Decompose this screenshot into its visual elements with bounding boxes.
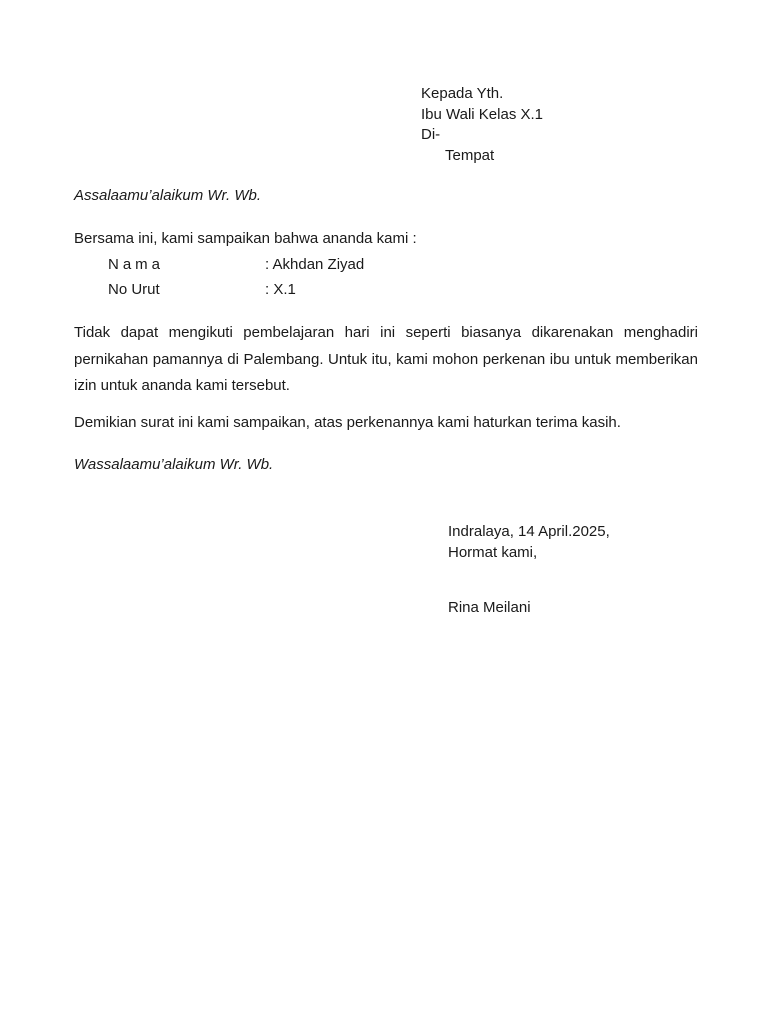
body-paragraph: Tidak dapat mengikuti pembelajaran hari ini seperti biasanya dikarenakan menghadiri pernikahan pamannya di Palembang. Untuk itu, kami mohon perkenan ibu untuk memberikan izin untuk ananda kami tersebut. bbox=[74, 324, 698, 394]
field-row-no-urut bbox=[108, 280, 296, 300]
field-label-no-urut: No Urut bbox=[108, 281, 160, 298]
signature-salutation: Hormat kami, bbox=[448, 544, 538, 561]
field-value-nama: : Akhdan Ziyad bbox=[265, 256, 365, 273]
intro-text: Bersama ini, kami sampaikan bahwa ananda kami : bbox=[74, 230, 417, 247]
field-label-nama: Nama bbox=[108, 256, 165, 273]
place-date: Indralaya, 14 April.2025, bbox=[448, 523, 610, 540]
signature-block bbox=[448, 521, 610, 563]
recipient-line-4: Tempat bbox=[445, 146, 495, 164]
greeting-text: Assalaamu’alaikum Wr. Wb. bbox=[74, 187, 261, 204]
recipient-block bbox=[421, 84, 543, 166]
recipient-line-1: Kepada Yth. bbox=[421, 85, 504, 102]
recipient-line-3: Di- bbox=[421, 126, 441, 143]
recipient-line-2: Ibu Wali Kelas X.1 bbox=[421, 105, 543, 123]
signer-name: Rina Meilani bbox=[448, 599, 531, 616]
farewell-text: Wassalaamu’alaikum Wr. Wb. bbox=[74, 456, 274, 473]
closing-text: Demikian surat ini kami sampaikan, atas perkenannya kami haturkan terima kasih. bbox=[74, 414, 621, 431]
field-value-no-urut: : X.1 bbox=[265, 281, 296, 298]
field-row-nama bbox=[108, 255, 364, 275]
